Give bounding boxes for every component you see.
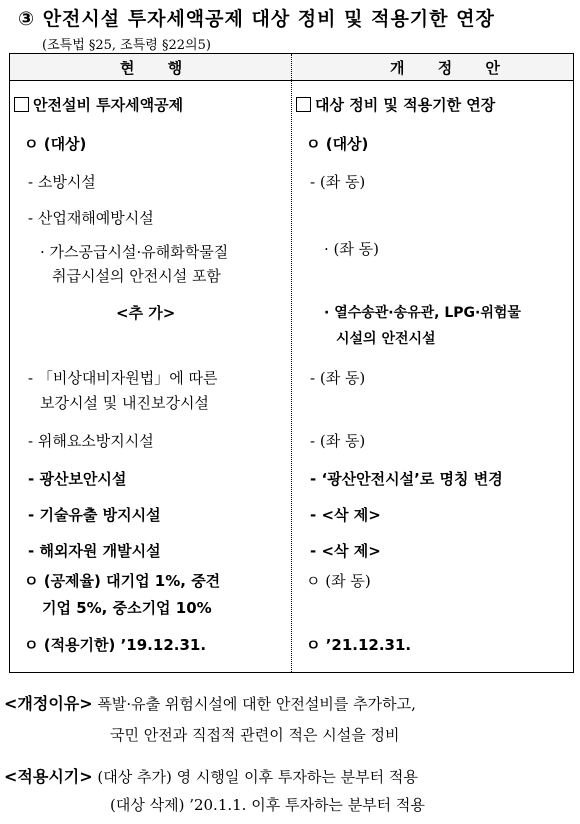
header-current: 현 행 bbox=[120, 59, 197, 77]
table-row-left: 취급시설의 안전시설 포함 bbox=[52, 267, 221, 285]
table-row-right: - (좌 동) bbox=[310, 432, 366, 450]
table-row-left: - 해외자원 개발시설 bbox=[28, 542, 161, 560]
table-row-right: - (좌 동) bbox=[310, 369, 366, 387]
reason-line-2: 국민 안전과 직접적 관련이 적은 시설을 정비 bbox=[110, 726, 400, 744]
table-row-right: ㅇ (대상) bbox=[306, 135, 369, 153]
table-row-left: - 광산보안시설 bbox=[28, 470, 127, 488]
table-row-left: - 「비상대비자원법」에 따른 bbox=[28, 369, 218, 387]
comparison-table bbox=[9, 53, 574, 673]
table-row-left: ㅇ (공제율) 대기업 1%, 중견 bbox=[24, 572, 221, 590]
checkbox-icon bbox=[296, 97, 311, 112]
table-row-right: 대상 정비 및 적용기한 연장 bbox=[296, 94, 495, 115]
table-row-right: · 열수송관·송유관, LPG·위험물 bbox=[324, 305, 521, 321]
table-row-left: - 산업재해예방시설 bbox=[28, 209, 154, 227]
table-row-left: - 위해요소방지시설 bbox=[28, 432, 154, 450]
timing-line-2: (대상 삭제) ’20.1.1. 이후 투자하는 분부터 적용 bbox=[110, 796, 425, 814]
reason-block bbox=[4, 691, 416, 714]
table-row-left: · 가스공급시설·유해화학물질 bbox=[40, 243, 229, 261]
table-row-left: 안전설비 투자세액공제 bbox=[14, 94, 183, 115]
table-row-right: - (좌 동) bbox=[310, 173, 366, 191]
table-row-left: - 소방시설 bbox=[28, 173, 96, 191]
table-row-right: · (좌 동) bbox=[324, 240, 379, 258]
table-row-right: 시설의 안전시설 bbox=[336, 331, 436, 347]
table-row-left: 보강시설 및 내진보강시설 bbox=[40, 394, 209, 412]
table-row-left: 기업 5%, 중소기업 10% bbox=[42, 599, 212, 617]
section-subtitle: (조특법 §25, 조특령 §22의5) bbox=[42, 38, 211, 53]
table-row-right: - <삭 제> bbox=[310, 506, 381, 524]
table-row-left: - 기술유출 방지시설 bbox=[28, 506, 161, 524]
reason-line-1: 폭발·유출 위험시설에 대한 안전설비를 추가하고, bbox=[97, 695, 416, 713]
table-row-right: ㅇ ’21.12.31. bbox=[306, 636, 412, 654]
header-proposed: 개 정 안 bbox=[390, 59, 514, 77]
timing-line-1: (대상 추가) 영 시행일 이후 투자하는 분부터 적용 bbox=[97, 768, 418, 786]
timing-label: <적용시기> bbox=[4, 767, 93, 786]
reason-label: <개정이유> bbox=[4, 694, 93, 713]
checkbox-icon bbox=[14, 97, 29, 112]
timing-block bbox=[4, 764, 418, 787]
table-row-right: - <삭 제> bbox=[310, 542, 381, 560]
table-row-left: ㅇ (적용기한) ’19.12.31. bbox=[24, 636, 207, 654]
column-divider bbox=[291, 54, 292, 672]
table-row-right: ㅇ (좌 동) bbox=[306, 572, 371, 590]
table-row-left: ㅇ (대상) bbox=[24, 135, 87, 153]
table-row-left: <추 가> bbox=[116, 304, 176, 322]
table-row-right: - ‘광산안전시설’로 명칭 변경 bbox=[310, 470, 503, 488]
section-title: ③ 안전시설 투자세액공제 대상 정비 및 적용기한 연장 bbox=[18, 8, 495, 30]
